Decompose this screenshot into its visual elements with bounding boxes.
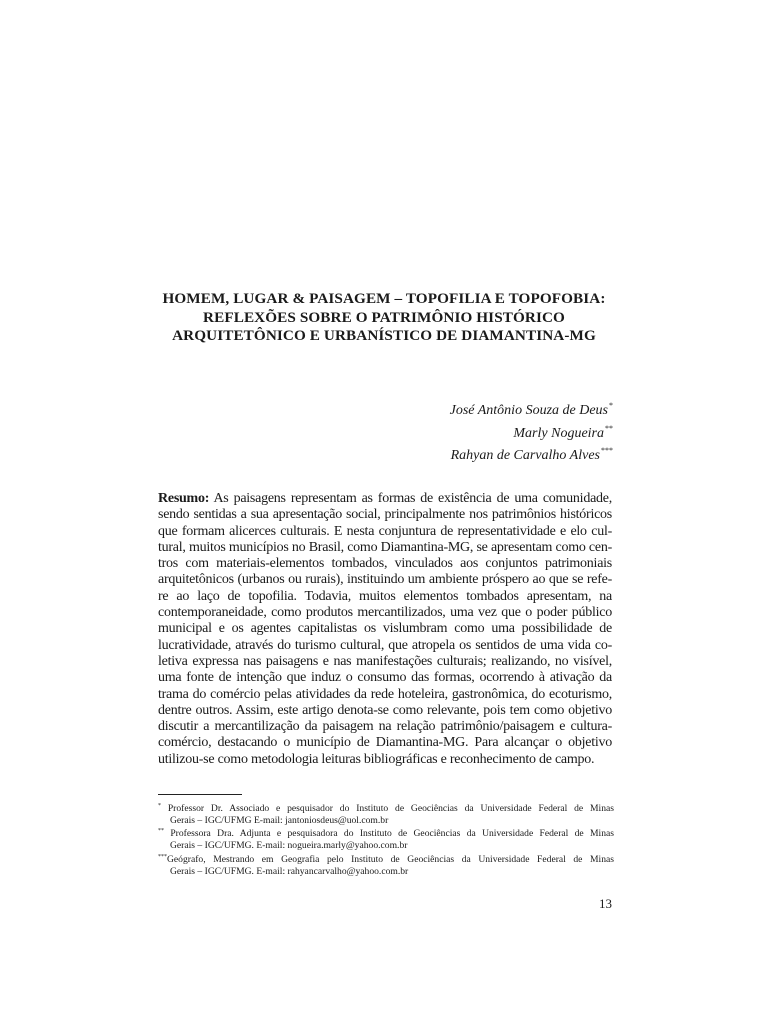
- abstract-line: uma fonte de intenção que induz o consumo das formas, ocorrendo à ativação da: [158, 670, 612, 686]
- footnote: [158, 852, 614, 877]
- author-entry: [450, 397, 613, 420]
- abstract-line: tros com materiais-elementos tombados, vinculados aos conjuntos patrimoniais: [158, 556, 612, 572]
- page-number: 13: [599, 896, 612, 911]
- footnote: [158, 826, 614, 851]
- title-line: HOMEM, LUGAR & PAISAGEM – TOPOFILIA E TOPOFOBIA:: [162, 290, 606, 307]
- author-list: [450, 397, 613, 465]
- abstract-line: utilizou-se como metodologia leituras bibliográficas e reconhecimento de campo.: [158, 751, 595, 767]
- author-footnote-mark: **: [605, 423, 613, 433]
- footnote-mark: *: [158, 803, 161, 809]
- abstract-line: lucratividade, através do turismo cultural, que atropela os sentidos de uma vida co-: [158, 637, 612, 653]
- title-line: REFLEXÕES SOBRE O PATRIMÔNIO HISTÓRICO: [203, 308, 565, 326]
- footnote-line: Gerais – IGC/UFMG. E-mail: nogueira.marly@yahoo.com.br: [170, 840, 408, 852]
- footnote-mark: ***: [158, 853, 167, 860]
- abstract-line: re ao laço de topofilia. Todavia, muitos elementos tombados apresentam, na: [158, 588, 612, 604]
- author-entry: [450, 442, 613, 465]
- footnotes: [158, 801, 614, 877]
- author-footnote-mark: ***: [601, 446, 613, 455]
- footnote: [158, 801, 614, 826]
- footnote-text: Professora Dra. Adjunta e pesquisadora do Instituto de Geociências da Universidade Federal de Minas: [164, 828, 614, 840]
- abstract-line: tural, muitos municípios no Brasil, como Diamantina-MG, se apresentam como cen-: [158, 539, 612, 555]
- footnote-divider: [158, 794, 242, 795]
- author-name: José Antônio Souza de Deus: [449, 403, 608, 418]
- author-name: Marly Nogueira: [513, 425, 604, 441]
- author-name: Rahyan de Carvalho Alves: [450, 448, 600, 463]
- title-line: ARQUITETÔNICO E URBANÍSTICO DE DIAMANTINA-MG: [172, 327, 596, 344]
- footnote-text: Professor Dr. Associado e pesquisador do Instituto de Geociências da Universidade Federal de Minas: [161, 803, 614, 814]
- abstract-line: arquitetônicos (urbanos ou rurais), instituindo um ambiente próspero ao que se refe-: [158, 572, 612, 588]
- footnote-mark: **: [158, 828, 164, 835]
- abstract: [158, 491, 612, 768]
- abstract-line: dentre outros. Assim, este artigo denota-se como relevante, pois tem como objetivo: [158, 702, 612, 718]
- footnote-line: [158, 852, 614, 866]
- abstract-line: que formam alicerces culturais. E nesta conjuntura de representatividade e elo cul-: [158, 523, 612, 539]
- abstract-label: Resumo:: [158, 491, 210, 506]
- abstract-line: comércio, destacando o município de Diamantina-MG. Para alcançar o objetivo: [158, 735, 612, 751]
- footnote-line: Gerais – IGC/UFMG. E-mail: rahyancarvalho@yahoo.com.br: [170, 865, 409, 877]
- footnote-text: Geógrafo, Mestrando em Geografia pelo Instituto de Geociências da Universidade Federal de Minas: [167, 853, 614, 865]
- author-entry: [450, 420, 613, 443]
- footnote-line: [158, 826, 614, 840]
- abstract-line: sendo sentidas a sua apresentação social, principalmente nos patrimônios históricos: [158, 507, 612, 523]
- abstract-line: trama do comércio pelas atividades da rede hoteleira, gastronômica, do ecoturismo,: [158, 686, 612, 702]
- footnote-line: [158, 801, 614, 815]
- abstract-line: municipal e os agentes capitalistas os vislumbram como uma possibilidade de: [158, 621, 612, 637]
- abstract-line: [158, 491, 612, 507]
- abstract-line: contemporaneidade, como produtos mercantilizados, uma vez que o poder público: [158, 605, 612, 621]
- abstract-line: discutir a mercantilização da paisagem na relação patrimônio/paisagem e cultura-: [158, 719, 612, 735]
- author-footnote-mark: *: [609, 401, 613, 410]
- footnote-line: Gerais – IGC/UFMG E-mail: jantoniosdeus@uol.com.br: [170, 814, 389, 826]
- abstract-text: As paisagens representam as formas de existência de uma comunidade,: [209, 491, 612, 506]
- abstract-line: letiva expressa nas paisagens e nas manifestações culturais; realizando, no visível,: [158, 653, 612, 669]
- article-title: [150, 290, 618, 346]
